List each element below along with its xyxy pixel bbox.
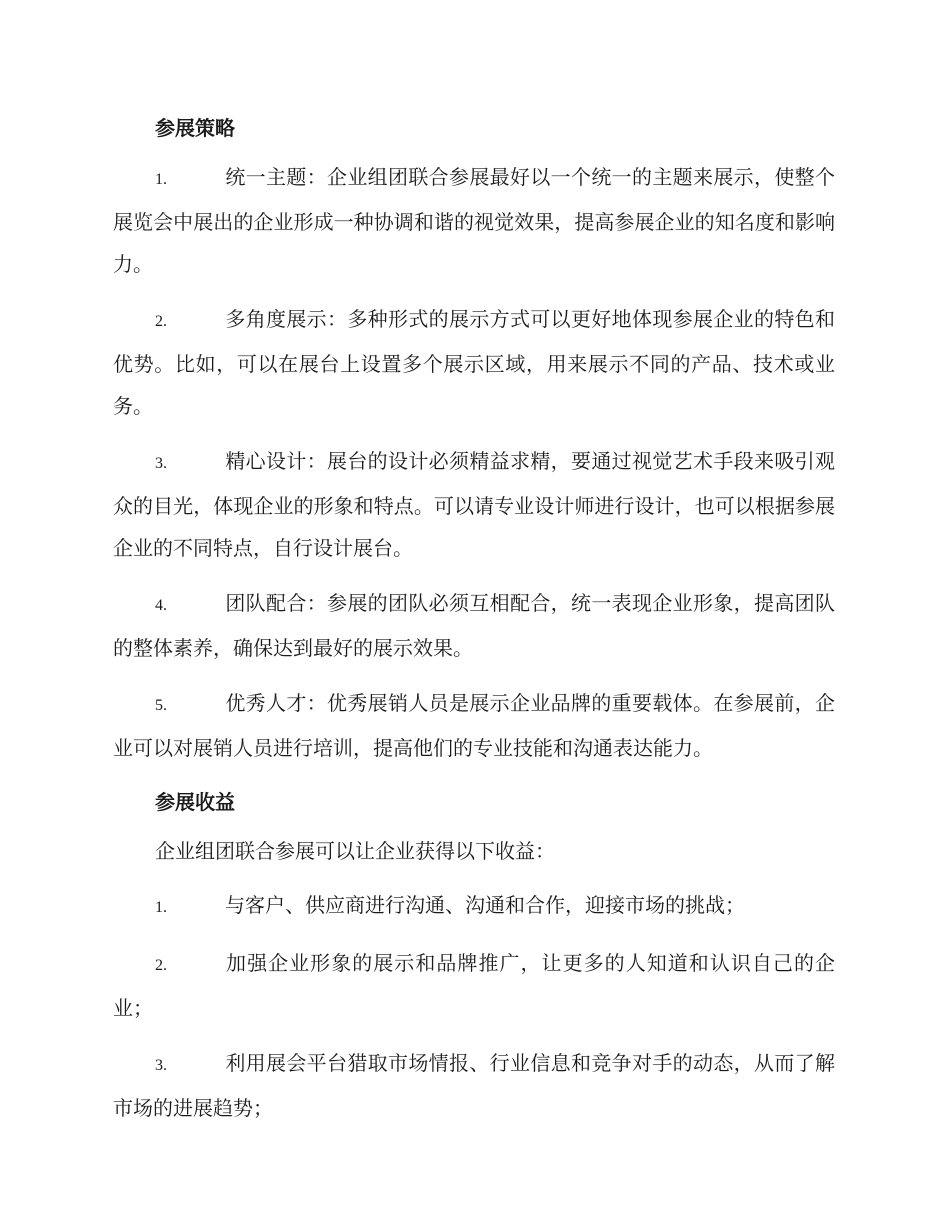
list-item-text: 团队配合：参展的团队必须互相配合，统一表现企业形象，提高团队的整体素养，确保达到最好的展示效果。 <box>113 591 835 660</box>
list-item-text: 统一主题：企业组团联合参展最好以一个统一的主题来展示，使整个展览会中展出的企业形成一种协调和谐的视觉效果，提高参展企业的知名度和影响力。 <box>113 165 835 276</box>
list-item <box>113 298 835 427</box>
list-item-text: 加强企业形象的展示和品牌推广，让更多的人知道和认识自己的企业； <box>113 951 835 1020</box>
list-item-number: 4. <box>155 597 167 614</box>
document-page <box>113 108 835 1142</box>
list-item-text: 多角度展示：多种形式的展示方式可以更好地体现参展企业的特色和优势。比如，可以在展台上设置多个展示区域，用来展示不同的产品、技术或业务。 <box>113 307 835 418</box>
list-item-number: 3. <box>155 1057 167 1074</box>
list-item <box>113 582 835 669</box>
list-item-number: 5. <box>155 697 167 714</box>
list-item-text: 与客户、供应商进行沟通、沟通和合作，迎接市场的挑战； <box>225 893 745 917</box>
list-item <box>113 884 835 929</box>
list-item-number: 3. <box>155 455 167 472</box>
list-item-text: 利用展会平台猎取市场情报、行业信息和竞争对手的动态，从而了解市场的进展趋势； <box>113 1051 835 1120</box>
list-item-text: 精心设计：展台的设计必须精益求精，要通过视觉艺术手段来吸引观众的目光，体现企业的形象和特点。可以请专业设计师进行设计，也可以根据参展企业的不同特点，自行设计展台。 <box>113 449 835 560</box>
list-item <box>113 440 835 569</box>
list-item-number: 2. <box>155 313 167 330</box>
list-item-number: 2. <box>155 957 167 974</box>
list-item-number: 1. <box>155 899 167 916</box>
list-item-text: 优秀人才：优秀展销人员是展示企业品牌的重要载体。在参展前，企业可以对展销人员进行培训，提高他们的专业技能和沟通表达能力。 <box>113 691 835 760</box>
list-item <box>113 156 835 285</box>
section-intro: 企业组团联合参展可以让企业获得以下收益： <box>155 839 555 863</box>
section-heading-strategy: 参展策略 <box>155 116 235 140</box>
list-item <box>113 1042 835 1129</box>
list-item <box>113 682 835 769</box>
section-heading-benefits: 参展收益 <box>155 790 235 814</box>
list-item-number: 1. <box>155 171 167 188</box>
list-item <box>113 942 835 1029</box>
